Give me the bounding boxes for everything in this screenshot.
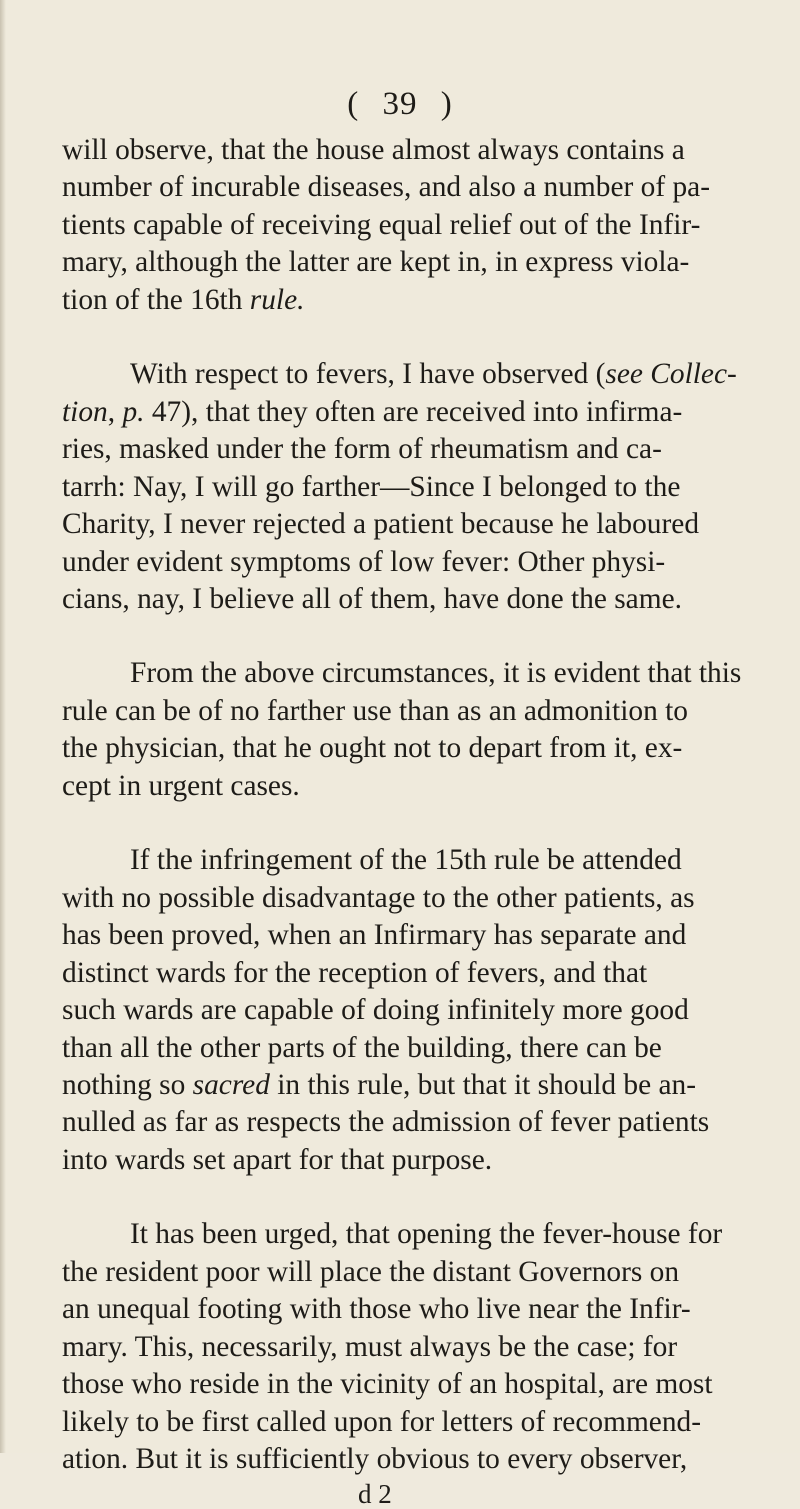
italic-text: rule. (249, 283, 305, 316)
text-run: in this rule, but that it should be an- (269, 1068, 697, 1101)
text-line: will observe, that the house almost always contains a (62, 134, 685, 166)
text-run: tion of the 16th (62, 283, 250, 316)
text-line: nulled as far as respects the admission of fever patients (62, 1106, 710, 1139)
italic-text: tion (62, 395, 108, 428)
text-line: It has been urged, that opening the fever-house for (130, 1218, 723, 1251)
paragraph-4 (62, 842, 798, 1179)
text-line: distinct wards for the reception of fevers, and that (62, 956, 648, 989)
text-line: under evident symptoms of low fever: Other physi- (62, 545, 666, 578)
text-line: tients capable of receiving equal relief out of the Infir- (62, 208, 701, 241)
text-line: into wards set apart for that purpose. (62, 1143, 493, 1176)
body-text (62, 132, 798, 1509)
text-line: mary, although the latter are kept in, in express viola- (62, 246, 690, 279)
text-line: such wards are capable of doing infinitely more good (62, 994, 689, 1027)
text-line: From the above circumstances, it is evident that this (130, 657, 742, 690)
text-line: ries, masked under the form of rheumatism and ca- (62, 433, 662, 466)
text-line: ation. But it is sufficiently obvious to every observer, (62, 1443, 688, 1476)
text-run: nothing so (62, 1068, 193, 1101)
text-line: mary. This, necessarily, must always be the case; for (62, 1330, 678, 1363)
text-line (62, 356, 798, 393)
paragraph-1 (62, 132, 798, 319)
text-line (62, 282, 798, 319)
paragraph-5 (62, 1216, 798, 1478)
signature-mark: d 2 (358, 1478, 392, 1509)
text-line: the physician, that he ought not to depart from it, ex- (62, 732, 683, 765)
paragraph-3 (62, 655, 798, 805)
text-line: likely to be first called upon for letters of recommend- (62, 1405, 702, 1438)
text-line: than all the other parts of the building, there can be (62, 1031, 662, 1064)
text-line: cept in urgent cases. (62, 769, 300, 802)
text-line: Charity, I never rejected a patient because he laboured (62, 508, 700, 541)
italic-text: sacred (192, 1068, 270, 1101)
text-line: cians, nay, I believe all of them, have done the same. (62, 582, 682, 615)
text-line: has been proved, when an Infirmary has separate and (62, 919, 687, 952)
text-line: the resident poor will place the distant Governors on (62, 1255, 680, 1288)
text-line: with no possible disadvantage to the other patients, as (62, 881, 695, 914)
paragraph-2 (62, 356, 798, 618)
text-run: With respect to fevers, I have observed ( (130, 358, 606, 391)
text-line: an unequal footing with those who live near the Infir- (62, 1293, 691, 1326)
text-run: , (107, 395, 123, 428)
text-line: number of incurable diseases, and also a number of pa- (62, 171, 711, 204)
italic-text: p. (122, 395, 145, 428)
text-line (62, 1067, 798, 1104)
page-number: ( 39 ) (347, 86, 453, 122)
text-line: rule can be of no farther use than as an admonition to (62, 694, 688, 727)
text-line: tarrh: Nay, I will go farther—Since I belonged to the (62, 470, 681, 503)
italic-text: see Collec- (605, 358, 737, 391)
text-line: those who reside in the vicinity of an hospital, are most (62, 1368, 713, 1401)
text-run: 47), that they often are received into infirma- (144, 395, 683, 428)
text-line (62, 394, 798, 431)
text-line: If the infringement of the 15th rule be attended (130, 844, 682, 877)
